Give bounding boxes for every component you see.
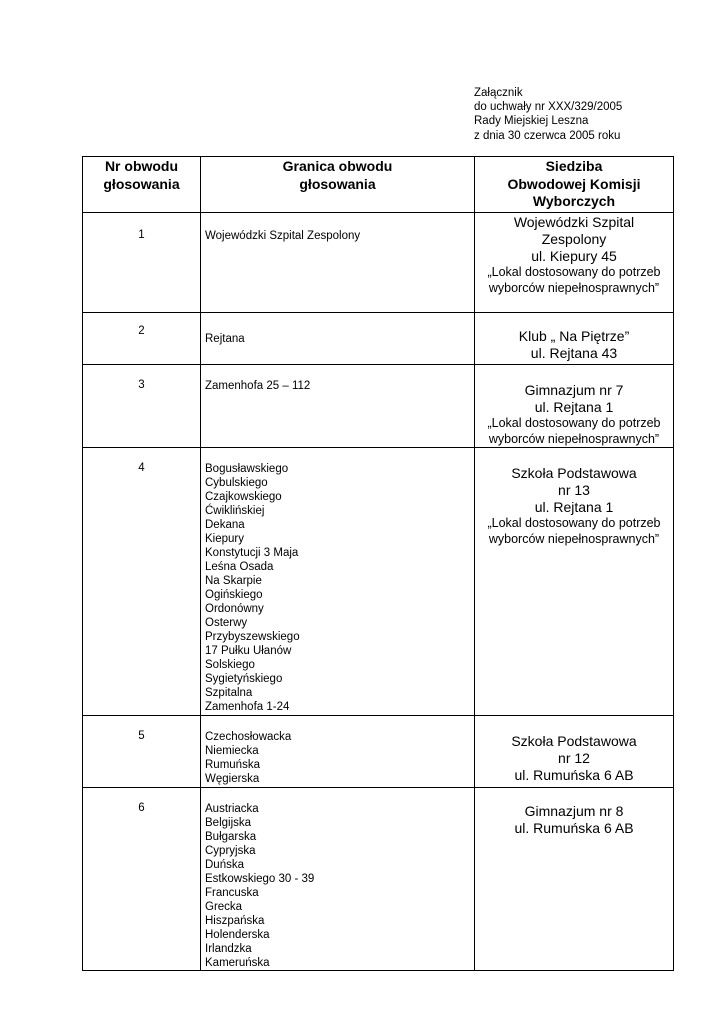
district-number: 5 [138, 730, 145, 742]
commission-seat-cell [475, 313, 674, 365]
accessibility-note: wyborców niepełnosprawnych” [488, 280, 660, 295]
seat-address-line: Zespolony [541, 231, 607, 247]
accessibility-note: „Lokal dostosowany do potrzeb [487, 265, 661, 279]
table-row [83, 313, 674, 365]
seat-address-line: Szkoła Podstawowa [511, 465, 637, 481]
street-name: Bogusławskiego [205, 463, 289, 475]
table-body [83, 213, 674, 971]
table-row [83, 365, 674, 448]
district-number-cell [83, 313, 201, 365]
table-row [83, 448, 674, 716]
street-name: Irlandzka [205, 943, 252, 955]
street-name: Osterwy [205, 617, 248, 629]
street-name: Czajkowskiego [205, 491, 282, 503]
attachment-line: Załącznik [474, 87, 523, 99]
street-name: Duńska [205, 859, 244, 871]
commission-seat-cell [475, 448, 674, 716]
street-name: Grecka [205, 901, 243, 913]
seat-address-line: nr 12 [558, 750, 590, 766]
attachment-note [474, 86, 622, 143]
district-boundary-cell [201, 313, 475, 365]
accessibility-note: „Lokal dostosowany do potrzeb [487, 516, 661, 530]
commission-seat-cell [475, 365, 674, 448]
district-number-cell [83, 788, 201, 971]
street-name: Cypryjska [205, 845, 256, 857]
street-name: Bułgarska [205, 831, 257, 843]
district-number-cell [83, 716, 201, 788]
street-name: Szpitalna [205, 687, 253, 699]
street-name: Ćwiklińskiej [205, 505, 265, 517]
street-name: Kiepury [205, 533, 244, 545]
street-name: Estkowskiego 30 - 39 [205, 873, 315, 885]
commission-seat-cell [475, 716, 674, 788]
street-name: Sygietyńskiego [205, 673, 283, 685]
accessibility-note: „Lokal dostosowany do potrzeb [487, 416, 661, 430]
street-name: Hiszpańska [205, 915, 265, 927]
street-name: Wojewódzki Szpital Zespolony [205, 230, 361, 242]
accessibility-note: wyborców niepełnosprawnych” [488, 531, 660, 546]
commission-seat-cell [475, 788, 674, 971]
voting-districts-table [82, 156, 674, 971]
district-boundary-cell [201, 213, 475, 313]
district-number: 4 [138, 462, 145, 474]
seat-address-line: Gimnazjum nr 8 [524, 803, 624, 819]
table-row [83, 213, 674, 313]
seat-address-line: ul. Rejtana 1 [534, 399, 614, 415]
seat-address-line: ul. Rumuńska 6 AB [514, 820, 634, 836]
seat-address-line: ul. Rumuńska 6 AB [514, 767, 634, 783]
seat-address-line: ul. Rejtana 43 [530, 345, 618, 361]
street-name: Holenderska [205, 929, 270, 941]
attachment-line: do uchwały nr XXX/329/2005 [474, 101, 623, 114]
district-boundary-cell [201, 365, 475, 448]
seat-address-line: Szkoła Podstawowa [511, 733, 637, 749]
street-name: Belgijska [205, 817, 252, 829]
header-district-boundary: Granica obwodu głosowania [201, 157, 475, 213]
header-district-number: Nr obwodu głosowania [83, 157, 201, 213]
attachment-line: z dnia 30 czerwca 2005 roku [474, 129, 621, 142]
street-name: Dekana [205, 519, 245, 531]
district-number: 6 [138, 802, 145, 814]
district-number-cell [83, 448, 201, 716]
street-name: Solskiego [205, 659, 255, 671]
street-name: Zamenhofa 25 – 112 [205, 380, 311, 392]
seat-address-line: Klub „ Na Piętrze” [518, 328, 630, 344]
street-name: Ordonówny [205, 603, 264, 615]
seat-address-line: Gimnazjum nr 7 [524, 382, 624, 398]
district-number-cell [83, 365, 201, 448]
street-name: Francuska [205, 887, 259, 899]
street-name: Na Skarpie [205, 575, 262, 587]
seat-address-line: ul. Kiepury 45 [531, 248, 617, 264]
street-name: Rejtana [205, 333, 245, 345]
district-boundary-cell [201, 788, 475, 971]
district-number: 2 [138, 325, 145, 337]
seat-address-line: ul. Rejtana 1 [534, 499, 614, 515]
street-name: Cybulskiego [205, 477, 268, 489]
table-row [83, 788, 674, 971]
street-name: Kameruńska [205, 957, 270, 969]
seat-address-line: Wojewódzki Szpital [513, 214, 635, 230]
street-name: Węgierska [205, 773, 260, 785]
street-name: Austriacka [205, 803, 259, 815]
street-name: Zamenhofa 1-24 [205, 701, 290, 713]
table-row [83, 716, 674, 788]
district-boundary-cell [201, 716, 475, 788]
district-number: 3 [138, 379, 145, 391]
district-number-cell [83, 213, 201, 313]
street-name: Rumuńska [205, 759, 260, 771]
district-boundary-cell [201, 448, 475, 716]
street-name: 17 Pułku Ułanów [205, 645, 292, 657]
street-name: Konstytucji 3 Maja [205, 547, 299, 559]
street-name: Leśna Osada [205, 561, 274, 573]
accessibility-note: wyborców niepełnosprawnych” [488, 431, 660, 446]
street-name: Ogińskiego [205, 589, 263, 601]
seat-address-line: nr 13 [558, 482, 590, 498]
district-number: 1 [138, 229, 145, 241]
header-commission-seat: Siedziba Obwodowej Komisji Wyborczych [475, 157, 674, 213]
street-name: Niemiecka [205, 745, 259, 757]
attachment-line: Rady Miejskiej Leszna [474, 115, 589, 128]
street-name: Przybyszewskiego [205, 631, 300, 643]
commission-seat-cell [475, 213, 674, 313]
table-header-row [83, 157, 674, 213]
street-name: Czechosłowacka [205, 731, 292, 743]
